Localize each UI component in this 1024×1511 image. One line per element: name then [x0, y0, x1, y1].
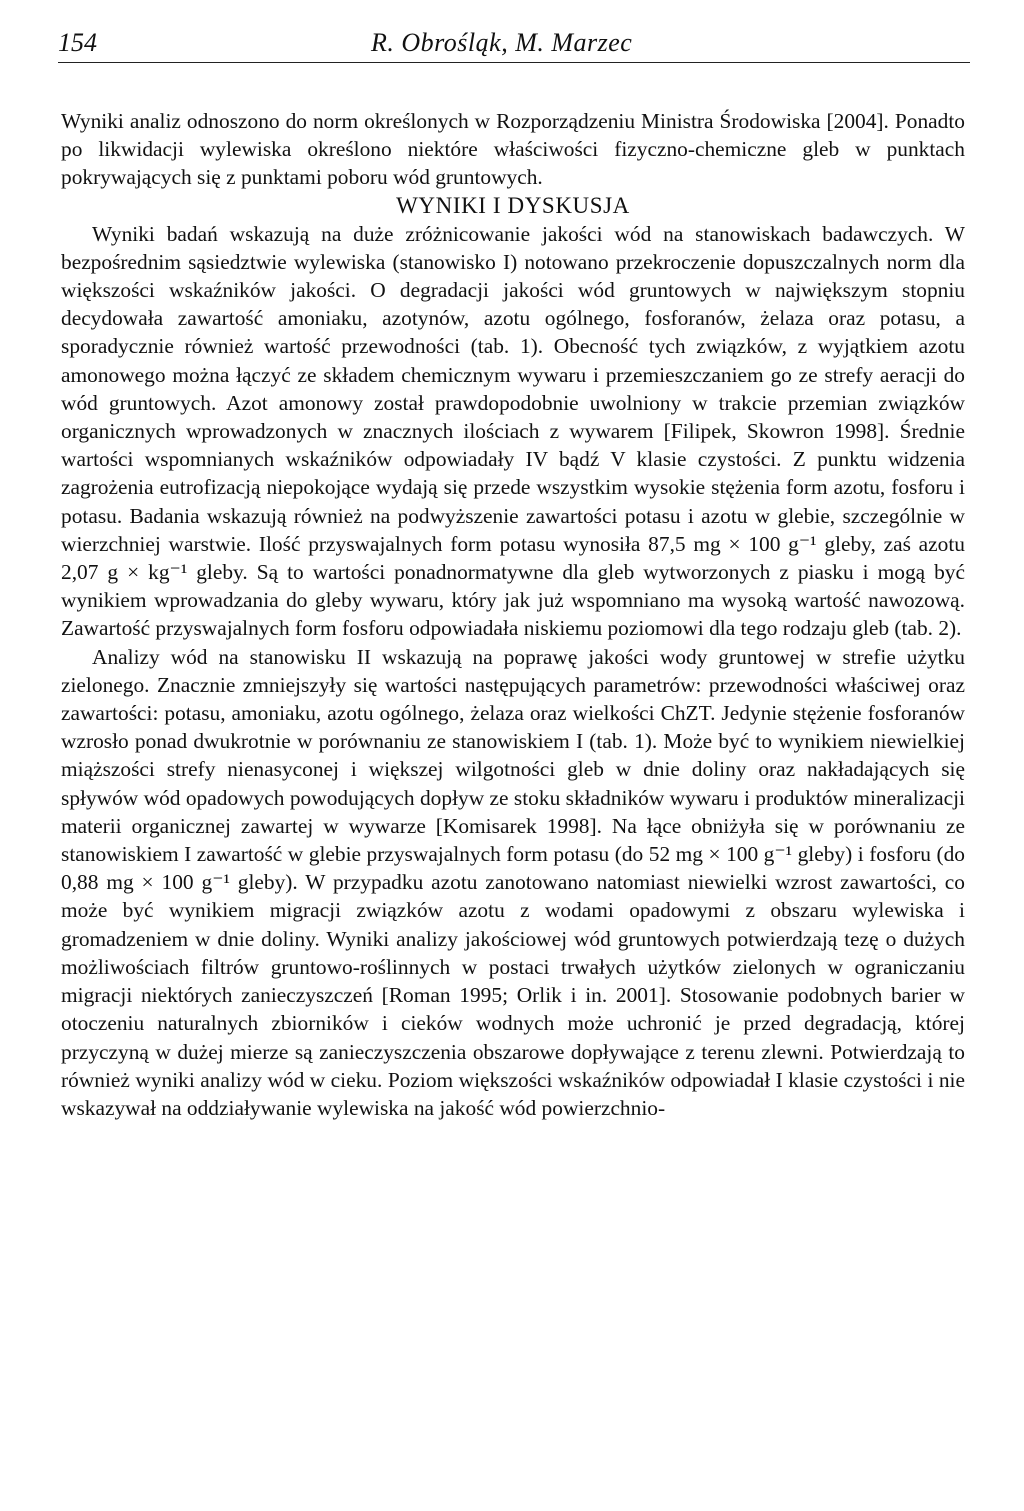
body-text — [61, 107, 965, 1122]
page-number: 154 — [58, 28, 97, 57]
running-header — [58, 28, 970, 63]
section-heading: WYNIKI I DYSKUSJA — [396, 192, 630, 218]
paragraph-analysis: Analizy wód na stanowisku II wskazują na poprawę jakości wody gruntowej w strefie użytku zielonego. Znacznie zmniejszyły się wartości następujących parametrów: przewodności właściwej oraz zawartości: potasu, amoniaku, azotu ogólnego, żelaza oraz wielkości ChZT. Jedynie stężenie fosforanów wzrosło ponad dwukrotnie w porównaniu ze stanowiskiem I (tab. 1). Może być to wynikiem niewielkiej miąższości strefy nienasyconej i większej wilgotności gleb w dnie doliny oraz nakładających się spływów wód opadowych powodujących dopływ ze stoku składników wywaru i produktów mineralizacji materii organicznej zawartej w wywarze [Komisarek 1998]. Na łące obniżyła się w porównaniu ze stanowiskiem I zawartość w glebie przyswajalnych form potasu (do 52 mg × 100 g⁻¹ gleby) i fosforu (do 0,88 mg × 100 g⁻¹ gleby). W przypadku azotu zanotowano natomiast niewielki wzrost zawartości, co może być wynikiem migracji związków azotu z wodami opadowymi z obszaru wylewiska i gromadzeniem w dnie doliny. Wyniki analizy jakościowej wód gruntowych potwierdzają tezę o dużych możliwościach filtrów gruntowo-roślinnych w postaci trwałych użytków zielonych w ograniczaniu migracji niektórych zanieczyszczeń [Roman 1995; Orlik i in. 2001]. Stosowanie podobnych barier w otoczeniu naturalnych zbiorników i cieków wodnych może uchronić je przed degradacją, której przyczyną w dużej mierze są zanieczyszczenia obszarowe dopływające z terenu zlewni. Potwierdzają to również wyniki analizy wód w cieku. Poziom większości wskaźników odpowiadał I klasie czystości i nie wskazywał na oddziaływanie wylewiska na jakość wód powierzchnio- — [61, 644, 965, 1120]
running-header-authors: R. Obrośląk, M. Marzec — [371, 28, 633, 57]
intro-paragraph: Wyniki analiz odnoszono do norm określonych w Rozporządzeniu Ministra Środowiska [2004]. Ponadto po likwidacji wylewiska określono niektóre właściwości fizyczno-chemiczne gleb w punktach pokrywających się z punktami poboru wód gruntowych. — [61, 109, 965, 190]
paragraph-results: Wyniki badań wskazują na duże zróżnicowanie jakości wód na stanowiskach badawczych. W bezpośrednim sąsiedztwie wylewiska (stanowisko I) notowano przekroczenie dopuszczalnych norm dla większości wskaźników jakości. O degradacji jakości wód gruntowych w największym stopniu decydowała zawartość amoniaku, azotynów, azotu ogólnego, fosforanów, żelaza oraz potasu, a sporadycznie również wartość przewodności (tab. 1). Obecność tych związków, z wyjątkiem azotu amonowego można łączyć ze składem chemicznym wywaru i przemieszczaniem go ze strefy aeracji do wód gruntowych. Azot amonowy został prawdopodobnie uwolniony w trakcie przemian związków organicznych wprowadzonych w znacznych ilościach z wywarem [Filipek, Skowron 1998]. Średnie wartości wspomnianych wskaźników odpowiadały IV bądź V klasie czystości. Z punktu widzenia zagrożenia eutrofizacją niepokojące wydają się przede wszystkim wysokie stężenia form azotu, fosforu i potasu. Badania wskazują również na podwyższenie zawartości potasu i azotu w glebie, szczególnie w wierzchniej warstwie. Ilość przyswajalnych form potasu wynosiła 87,5 mg × 100 g⁻¹ gleby, zaś azotu 2,07 g × kg⁻¹ gleby. Są to wartości ponadnormatywne dla gleb wytworzonych z piasku i mogą być wynikiem wprowadzania do gleby wywaru, który jak już wspomniano ma wysoką wartość nawozową. Zawartość przyswajalnych form fosforu odpowiadała niskiemu poziomowi dla tego rodzaju gleb (tab. 2). — [61, 221, 965, 641]
